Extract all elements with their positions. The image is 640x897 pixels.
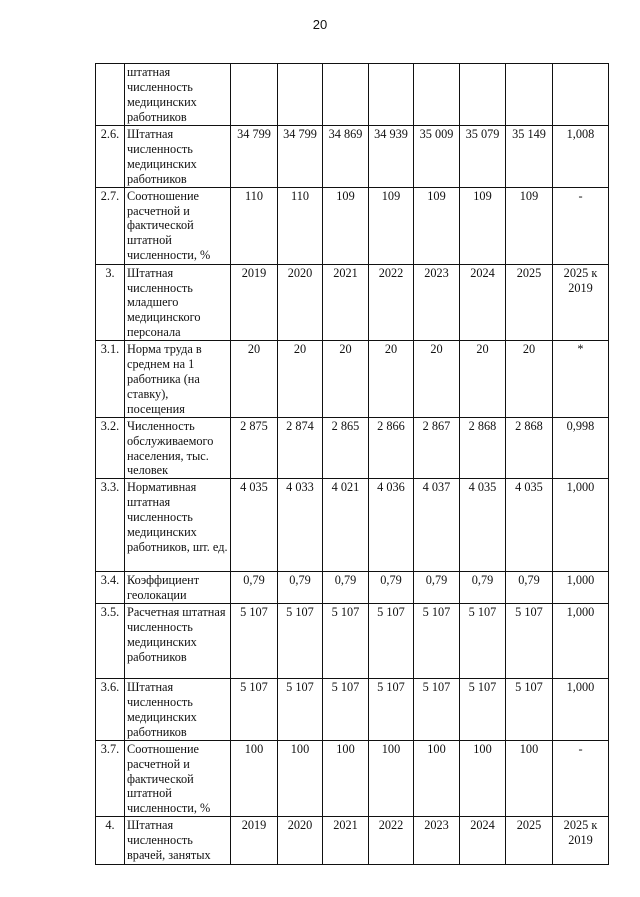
value-cell: 5 107: [323, 604, 369, 679]
value-cell: 20: [506, 341, 553, 418]
table-row: [96, 64, 609, 126]
value-cell: 4 021: [323, 479, 369, 572]
value-cell: 2022: [369, 264, 414, 341]
ratio-cell: 1,000: [553, 479, 609, 572]
ratio-cell: 2025 к 2019: [553, 264, 609, 341]
table-row: [96, 604, 609, 679]
value-cell: [369, 64, 414, 126]
value-cell: 109: [323, 187, 369, 264]
value-cell: 4 033: [278, 479, 323, 572]
value-cell: 20: [278, 341, 323, 418]
value-cell: 5 107: [506, 679, 553, 741]
table-row: [96, 264, 609, 341]
indicator-name-cell: Коэффициент геолокации: [125, 572, 231, 604]
value-cell: 2019: [231, 817, 278, 865]
value-cell: 0,79: [278, 572, 323, 604]
value-cell: 110: [278, 187, 323, 264]
value-cell: 2 868: [506, 417, 553, 479]
value-cell: 5 107: [323, 679, 369, 741]
value-cell: 100: [231, 740, 278, 817]
ratio-cell: 1,008: [553, 126, 609, 188]
value-cell: 100: [414, 740, 460, 817]
value-cell: 20: [323, 341, 369, 418]
indicator-name-cell: Норма труда в среднем на 1 работника (на ставку), посещения: [125, 341, 231, 418]
row-number-cell: [96, 64, 125, 126]
value-cell: 2021: [323, 264, 369, 341]
value-cell: 2 867: [414, 417, 460, 479]
value-cell: 4 037: [414, 479, 460, 572]
value-cell: 109: [369, 187, 414, 264]
value-cell: 109: [460, 187, 506, 264]
table-row: [96, 817, 609, 865]
value-cell: [506, 64, 553, 126]
table-body: [96, 64, 609, 865]
value-cell: 5 107: [278, 679, 323, 741]
value-cell: 2 875: [231, 417, 278, 479]
value-cell: [278, 64, 323, 126]
value-cell: 2023: [414, 817, 460, 865]
row-number-cell: 2.6.: [96, 126, 125, 188]
value-cell: 100: [369, 740, 414, 817]
value-cell: 35 079: [460, 126, 506, 188]
value-cell: [231, 64, 278, 126]
value-cell: 2024: [460, 264, 506, 341]
value-cell: 2025: [506, 264, 553, 341]
ratio-cell: -: [553, 187, 609, 264]
table-row: [96, 679, 609, 741]
row-number-cell: 4.: [96, 817, 125, 865]
value-cell: 0,79: [369, 572, 414, 604]
value-cell: 4 035: [506, 479, 553, 572]
indicator-name-cell: Нормативная штатная численность медицинских работников, шт. ед.: [125, 479, 231, 572]
value-cell: [323, 64, 369, 126]
value-cell: 5 107: [278, 604, 323, 679]
value-cell: 5 107: [460, 604, 506, 679]
row-number-cell: 3.: [96, 264, 125, 341]
value-cell: 35 149: [506, 126, 553, 188]
row-number-cell: 3.4.: [96, 572, 125, 604]
value-cell: 0,79: [323, 572, 369, 604]
value-cell: 0,79: [506, 572, 553, 604]
table-row: [96, 187, 609, 264]
ratio-cell: 0,998: [553, 417, 609, 479]
value-cell: 100: [506, 740, 553, 817]
value-cell: 4 036: [369, 479, 414, 572]
value-cell: 5 107: [414, 679, 460, 741]
indicator-name-cell: Штатная численность медицинских работников: [125, 679, 231, 741]
value-cell: 20: [231, 341, 278, 418]
row-number-cell: 3.7.: [96, 740, 125, 817]
value-cell: 20: [414, 341, 460, 418]
indicator-name-cell: Штатная численность младшего медицинского персонала: [125, 264, 231, 341]
value-cell: 0,79: [460, 572, 506, 604]
ratio-cell: -: [553, 740, 609, 817]
ratio-cell: 1,000: [553, 604, 609, 679]
value-cell: 5 107: [460, 679, 506, 741]
indicator-name-cell: штатная численность медицинских работников: [125, 64, 231, 126]
value-cell: 5 107: [506, 604, 553, 679]
value-cell: 20: [369, 341, 414, 418]
row-number-cell: 3.2.: [96, 417, 125, 479]
value-cell: 2019: [231, 264, 278, 341]
value-cell: 34 799: [231, 126, 278, 188]
value-cell: 34 869: [323, 126, 369, 188]
value-cell: 35 009: [414, 126, 460, 188]
indicator-name-cell: Штатная численность медицинских работников: [125, 126, 231, 188]
value-cell: 2024: [460, 817, 506, 865]
ratio-cell: [553, 64, 609, 126]
indicator-name-cell: Соотношение расчетной и фактической штатной численности, %: [125, 187, 231, 264]
value-cell: 2022: [369, 817, 414, 865]
value-cell: 2025: [506, 817, 553, 865]
indicator-name-cell: Соотношение расчетной и фактической штатной численности, %: [125, 740, 231, 817]
value-cell: 0,79: [414, 572, 460, 604]
value-cell: 34 939: [369, 126, 414, 188]
value-cell: 5 107: [414, 604, 460, 679]
ratio-cell: 2025 к 2019: [553, 817, 609, 865]
value-cell: 2 866: [369, 417, 414, 479]
ratio-cell: 1,000: [553, 679, 609, 741]
value-cell: 100: [460, 740, 506, 817]
value-cell: 2020: [278, 264, 323, 341]
value-cell: 2 874: [278, 417, 323, 479]
value-cell: [460, 64, 506, 126]
data-table: [95, 63, 609, 865]
value-cell: 2021: [323, 817, 369, 865]
ratio-cell: *: [553, 341, 609, 418]
row-number-cell: 2.7.: [96, 187, 125, 264]
table-row: [96, 417, 609, 479]
ratio-cell: 1,000: [553, 572, 609, 604]
value-cell: 2 865: [323, 417, 369, 479]
row-number-cell: 3.1.: [96, 341, 125, 418]
value-cell: 2023: [414, 264, 460, 341]
table-row: [96, 572, 609, 604]
indicator-name-cell: Штатная численность врачей, занятых: [125, 817, 231, 865]
table-row: [96, 479, 609, 572]
table-row: [96, 126, 609, 188]
value-cell: 5 107: [231, 604, 278, 679]
row-number-cell: 3.6.: [96, 679, 125, 741]
table-row: [96, 740, 609, 817]
page-number: 20: [312, 17, 328, 32]
value-cell: 5 107: [231, 679, 278, 741]
value-cell: 20: [460, 341, 506, 418]
value-cell: 34 799: [278, 126, 323, 188]
value-cell: 2020: [278, 817, 323, 865]
value-cell: 4 035: [231, 479, 278, 572]
indicator-name-cell: Расчетная штатная численность медицинских работников: [125, 604, 231, 679]
value-cell: 0,79: [231, 572, 278, 604]
value-cell: 5 107: [369, 679, 414, 741]
value-cell: [414, 64, 460, 126]
value-cell: 110: [231, 187, 278, 264]
row-number-cell: 3.3.: [96, 479, 125, 572]
value-cell: 100: [278, 740, 323, 817]
value-cell: 5 107: [369, 604, 414, 679]
value-cell: 109: [414, 187, 460, 264]
indicator-name-cell: Численность обслуживаемого населения, тыс. человек: [125, 417, 231, 479]
row-number-cell: 3.5.: [96, 604, 125, 679]
value-cell: 100: [323, 740, 369, 817]
value-cell: 109: [506, 187, 553, 264]
value-cell: 2 868: [460, 417, 506, 479]
table-row: [96, 341, 609, 418]
value-cell: 4 035: [460, 479, 506, 572]
